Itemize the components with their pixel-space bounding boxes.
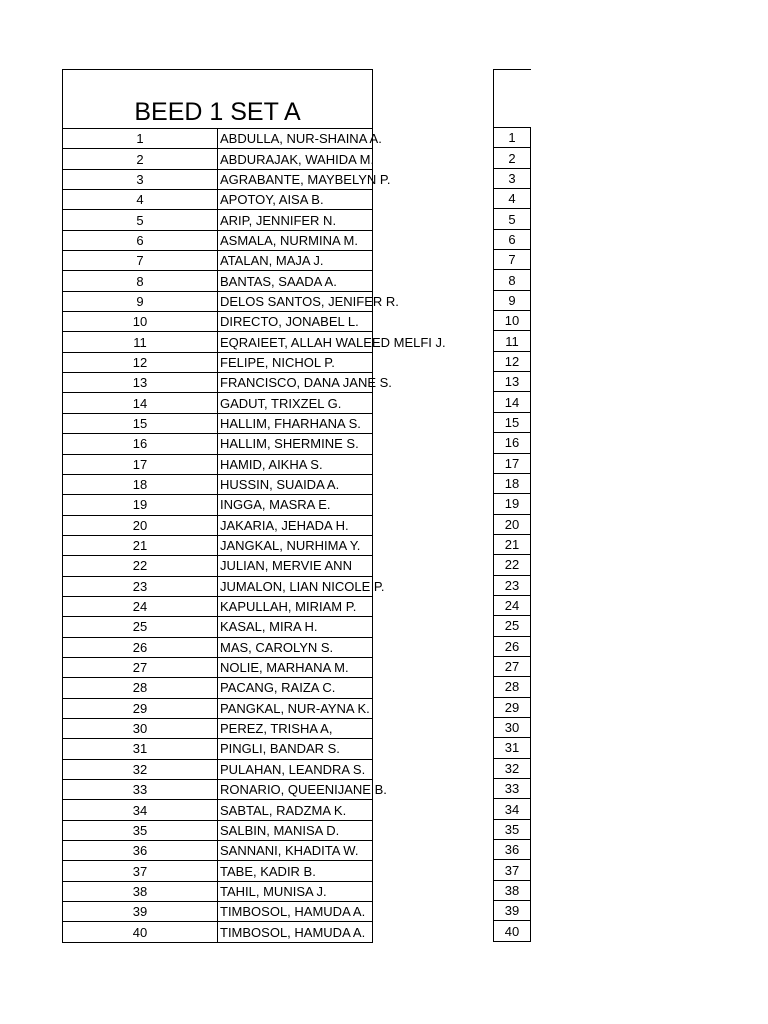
student-number: 19 [494, 494, 531, 514]
student-number: 33 [63, 780, 218, 800]
student-row [494, 840, 531, 860]
student-number: 18 [494, 473, 531, 493]
student-name: SANNANI, KHADITA W. [218, 841, 373, 861]
student-row [494, 555, 531, 575]
student-name: ARIP, JENNIFER N. [218, 210, 373, 230]
student-name: JANGKAL, NURHIMA Y. [218, 535, 373, 555]
student-name: AGRABANTE, MAYBELYN P. [218, 169, 373, 189]
student-number: 3 [63, 169, 218, 189]
student-number: 23 [63, 576, 218, 596]
student-row [63, 759, 373, 779]
student-number: 28 [63, 678, 218, 698]
student-number: 20 [494, 514, 531, 534]
student-name: HUSSIN, SUAIDA A. [218, 474, 373, 494]
student-row [494, 229, 531, 249]
student-row [63, 332, 373, 352]
sheet-title: BEED 1 SET A [63, 70, 373, 129]
student-number: 13 [494, 372, 531, 392]
student-name: ABDULLA, NUR-SHAINA A. [218, 129, 373, 149]
student-name: BANTAS, SAADA A. [218, 271, 373, 291]
student-number: 39 [63, 902, 218, 922]
student-row [494, 168, 531, 188]
title-row [63, 70, 373, 129]
student-name: MAS, CAROLYN S. [218, 637, 373, 657]
student-number: 1 [63, 129, 218, 149]
student-name: JAKARIA, JEHADA H. [218, 515, 373, 535]
student-row [63, 841, 373, 861]
student-name: KAPULLAH, MIRIAM P. [218, 596, 373, 616]
student-row [63, 373, 373, 393]
student-name: HALLIM, FHARHANA S. [218, 413, 373, 433]
student-row [494, 779, 531, 799]
student-number: 35 [63, 820, 218, 840]
title-row [494, 70, 531, 128]
student-name: HAMID, AIKHA S. [218, 454, 373, 474]
student-row [494, 311, 531, 331]
student-number: 9 [494, 290, 531, 310]
student-number: 26 [63, 637, 218, 657]
student-number: 22 [63, 556, 218, 576]
student-row [494, 656, 531, 676]
student-number: 2 [494, 148, 531, 168]
student-number: 12 [494, 351, 531, 371]
student-row [63, 190, 373, 210]
student-row [63, 678, 373, 698]
student-number: 29 [494, 697, 531, 717]
student-number: 37 [494, 860, 531, 880]
student-row [63, 698, 373, 718]
student-row [63, 535, 373, 555]
student-number: 6 [494, 229, 531, 249]
student-row [63, 413, 373, 433]
student-row [494, 799, 531, 819]
student-number: 32 [494, 758, 531, 778]
student-name: FELIPE, NICHOL P. [218, 352, 373, 372]
student-name: INGGA, MASRA E. [218, 495, 373, 515]
student-name: DELOS SANTOS, JENIFER R. [218, 291, 373, 311]
student-row [63, 230, 373, 250]
student-number: 26 [494, 636, 531, 656]
student-number: 8 [494, 270, 531, 290]
student-row [494, 636, 531, 656]
student-row [63, 393, 373, 413]
student-row [63, 251, 373, 271]
student-row [494, 189, 531, 209]
student-row [494, 433, 531, 453]
student-number: 13 [63, 373, 218, 393]
student-name: JULIAN, MERVIE ANN [218, 556, 373, 576]
student-row [494, 738, 531, 758]
student-number: 37 [63, 861, 218, 881]
student-name: SALBIN, MANISA D. [218, 820, 373, 840]
student-row [63, 434, 373, 454]
student-number: 30 [63, 718, 218, 738]
student-row [63, 617, 373, 637]
student-row [63, 474, 373, 494]
student-number: 23 [494, 575, 531, 595]
student-name: TAHIL, MUNISA J. [218, 881, 373, 901]
student-row [494, 453, 531, 473]
student-number: 27 [494, 656, 531, 676]
student-row [63, 291, 373, 311]
student-row [63, 149, 373, 169]
student-number: 19 [63, 495, 218, 515]
student-name: PACANG, RAIZA C. [218, 678, 373, 698]
student-row [63, 495, 373, 515]
student-row [63, 312, 373, 332]
student-name: HALLIM, SHERMINE S. [218, 434, 373, 454]
student-number: 11 [494, 331, 531, 351]
student-number: 4 [494, 189, 531, 209]
student-number: 34 [63, 800, 218, 820]
student-name: DIRECTO, JONABEL L. [218, 312, 373, 332]
student-name: TIMBOSOL, HAMUDA A. [218, 902, 373, 922]
student-name: ATALAN, MAJA J. [218, 251, 373, 271]
student-row [63, 454, 373, 474]
student-row [494, 128, 531, 148]
student-row [494, 697, 531, 717]
student-row [494, 534, 531, 554]
student-row [494, 514, 531, 534]
student-row [494, 372, 531, 392]
student-row [494, 290, 531, 310]
student-number: 7 [494, 250, 531, 270]
student-number: 1 [494, 128, 531, 148]
student-name: APOTOY, AISA B. [218, 190, 373, 210]
student-name: PEREZ, TRISHA A, [218, 718, 373, 738]
student-row [63, 576, 373, 596]
student-number: 30 [494, 717, 531, 737]
student-row [63, 881, 373, 901]
student-row [63, 657, 373, 677]
student-row [494, 351, 531, 371]
student-name: FRANCISCO, DANA JANE S. [218, 373, 373, 393]
student-row [494, 880, 531, 900]
student-row [494, 575, 531, 595]
student-number: 21 [494, 534, 531, 554]
student-row [63, 556, 373, 576]
student-row [63, 861, 373, 881]
student-number: 36 [63, 841, 218, 861]
student-number: 2 [63, 149, 218, 169]
student-name: TIMBOSOL, HAMUDA A. [218, 922, 373, 942]
student-name: TABE, KADIR B. [218, 861, 373, 881]
student-number: 35 [494, 819, 531, 839]
student-row [494, 412, 531, 432]
student-number: 15 [494, 412, 531, 432]
student-row [63, 129, 373, 149]
student-name: PINGLI, BANDAR S. [218, 739, 373, 759]
student-number: 3 [494, 168, 531, 188]
student-number: 11 [63, 332, 218, 352]
student-row [494, 717, 531, 737]
student-name: RONARIO, QUEENIJANE B. [218, 780, 373, 800]
student-number: 36 [494, 840, 531, 860]
student-number: 31 [494, 738, 531, 758]
student-row [494, 860, 531, 880]
student-number: 40 [63, 922, 218, 942]
student-number: 4 [63, 190, 218, 210]
student-row [494, 901, 531, 921]
student-number: 7 [63, 251, 218, 271]
student-name: EQRAIEET, ALLAH WALEED MELFI J. [218, 332, 373, 352]
student-number: 10 [63, 312, 218, 332]
student-row [494, 270, 531, 290]
student-number: 24 [63, 596, 218, 616]
student-number: 20 [63, 515, 218, 535]
student-row [63, 515, 373, 535]
student-name: NOLIE, MARHANA M. [218, 657, 373, 677]
student-number: 15 [63, 413, 218, 433]
student-row [63, 352, 373, 372]
student-row [63, 271, 373, 291]
second-class-list-table [493, 69, 531, 942]
student-row [494, 473, 531, 493]
student-number: 34 [494, 799, 531, 819]
student-name: SABTAL, RADZMA K. [218, 800, 373, 820]
student-row [494, 819, 531, 839]
student-row [63, 780, 373, 800]
student-number: 33 [494, 779, 531, 799]
class-list-table [62, 69, 446, 943]
student-number: 25 [494, 616, 531, 636]
student-name: KASAL, MIRA H. [218, 617, 373, 637]
student-row [494, 677, 531, 697]
student-number: 17 [63, 454, 218, 474]
student-row [494, 209, 531, 229]
student-number: 27 [63, 657, 218, 677]
student-number: 8 [63, 271, 218, 291]
student-number: 21 [63, 535, 218, 555]
student-number: 38 [494, 880, 531, 900]
student-number: 32 [63, 759, 218, 779]
student-row [494, 331, 531, 351]
student-number: 40 [494, 921, 531, 941]
student-number: 6 [63, 230, 218, 250]
student-number: 14 [63, 393, 218, 413]
student-number: 16 [63, 434, 218, 454]
student-number: 24 [494, 595, 531, 615]
student-row [63, 922, 373, 942]
student-row [494, 616, 531, 636]
student-number: 9 [63, 291, 218, 311]
student-number: 5 [63, 210, 218, 230]
student-row [63, 169, 373, 189]
student-name: JUMALON, LIAN NICOLE P. [218, 576, 373, 596]
student-number: 10 [494, 311, 531, 331]
student-number: 12 [63, 352, 218, 372]
student-number: 14 [494, 392, 531, 412]
student-number: 18 [63, 474, 218, 494]
student-row [494, 392, 531, 412]
student-row [494, 921, 531, 941]
student-number: 29 [63, 698, 218, 718]
student-name: ASMALA, NURMINA M. [218, 230, 373, 250]
student-row [494, 494, 531, 514]
student-row [63, 800, 373, 820]
student-row [63, 739, 373, 759]
student-row [494, 758, 531, 778]
student-name: PULAHAN, LEANDRA S. [218, 759, 373, 779]
student-number: 39 [494, 901, 531, 921]
student-row [494, 595, 531, 615]
student-number: 25 [63, 617, 218, 637]
student-row [63, 210, 373, 230]
student-row [63, 820, 373, 840]
student-number: 22 [494, 555, 531, 575]
student-name: GADUT, TRIXZEL G. [218, 393, 373, 413]
second-sheet-title-cell [494, 70, 531, 128]
student-row [494, 148, 531, 168]
student-number: 5 [494, 209, 531, 229]
student-row [494, 250, 531, 270]
student-name: PANGKAL, NUR-AYNA K. [218, 698, 373, 718]
student-row [63, 902, 373, 922]
student-row [63, 637, 373, 657]
student-number: 28 [494, 677, 531, 697]
student-row [63, 596, 373, 616]
student-number: 16 [494, 433, 531, 453]
student-name: ABDURAJAK, WAHIDA M. [218, 149, 373, 169]
student-number: 38 [63, 881, 218, 901]
student-row [63, 718, 373, 738]
student-number: 17 [494, 453, 531, 473]
student-number: 31 [63, 739, 218, 759]
